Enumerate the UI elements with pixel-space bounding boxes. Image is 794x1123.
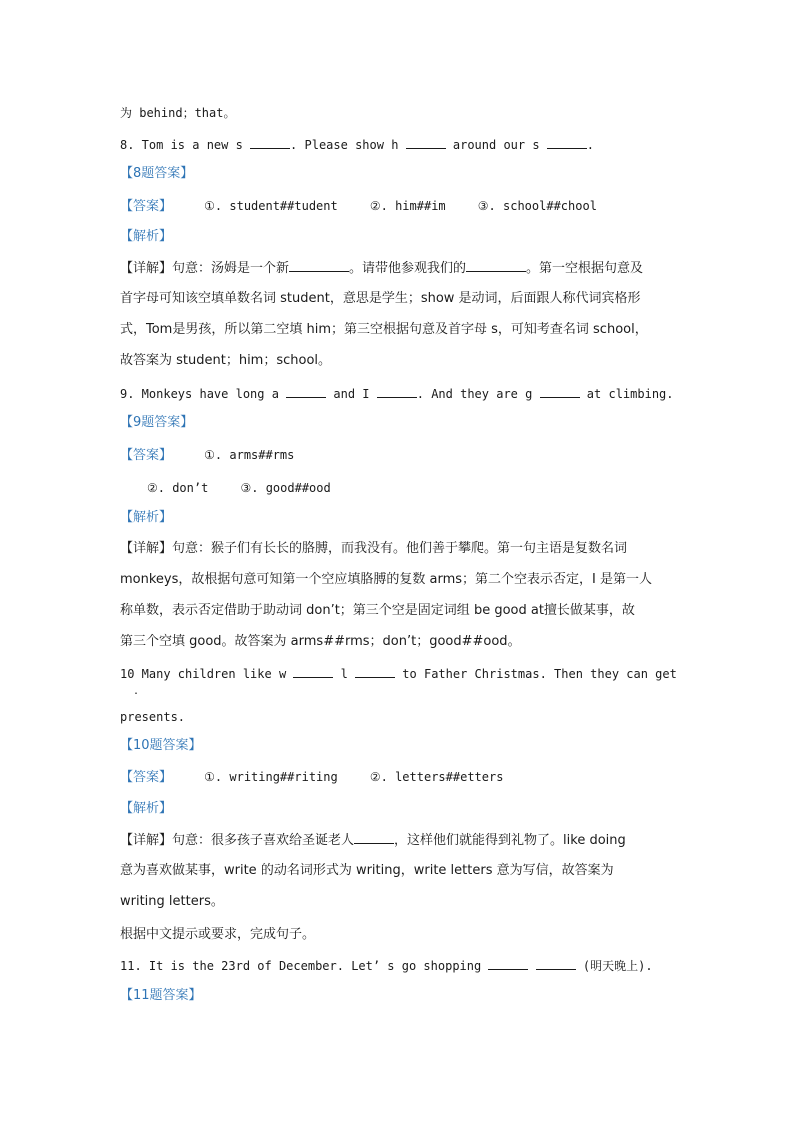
blank (250, 136, 290, 149)
answer-line-8: 【答案】 ①. student##tudent ②. him##im ③. school##chool (120, 199, 597, 214)
question-9: 9. Monkeys have long a and I . And they are g at climbing. (120, 387, 674, 401)
blank (540, 385, 580, 398)
blank (354, 831, 394, 844)
detail-9-line-3: 称单数，表示否定借助于助动词 don’t；第三个空是固定词组 be good at擅长做某事，故 (120, 603, 635, 618)
blank (355, 665, 395, 678)
question-10: 10 Many children like w l to Father Christmas. Then they can get (120, 667, 677, 681)
detail-10-line-1: 【详解】句意：很多孩子喜欢给圣诞老人 ，这样他们就能得到礼物了。like doing (120, 833, 626, 848)
answer-line-9a: 【答案】 ①. arms##rms (120, 448, 295, 463)
blank (536, 957, 576, 970)
detail-9-line-2: monkeys，故根据句意可知第一个空应填胳膊的复数 arms；第二个空表示否定，I 是第一人 (120, 572, 653, 587)
detail-8-line-4: 故答案为 student；him；school。 (120, 353, 332, 368)
detail-9-line-4: 第三个空填 good。故答案为 arms##rms；don’t；good##ood。 (120, 634, 521, 649)
analysis-tag-10: 【解析】 (120, 801, 173, 816)
blank (377, 385, 417, 398)
blank (466, 259, 526, 272)
analysis-tag-8: 【解析】 (120, 229, 173, 244)
detail-10-line-2: 意为喜欢做某事，write 的动名词形式为 writing，write letters 意为写信，故答案为 (120, 863, 614, 878)
blank (286, 385, 326, 398)
question-8: 8. Tom is a new s . Please show h around our s . (120, 138, 595, 152)
prev-answer-tail: 为 behind；that。 (120, 106, 236, 120)
detail-8-line-1: 【详解】句意：汤姆是一个新 。请带他参观我们的 。第一空根据句意及 (120, 261, 644, 276)
blank (488, 957, 528, 970)
detail-10-line-3: writing letters。 (120, 894, 224, 909)
detail-8-line-3: 式，Tom是男孩，所以第二空填 him；第三空根据句意及首字母 s，可知考查名词 school， (120, 322, 648, 337)
detail-9-line-1: 【详解】句意：猴子们有长长的胳膊，而我没有。他们善于攀爬。第一句主语是复数名词 (120, 541, 628, 556)
answer-line-10: 【答案】 ①. writing##riting ②. letters##etters (120, 770, 504, 785)
question-11: 11. It is the 23rd of December. Let’ s go shopping (明天晚上). (120, 959, 653, 973)
analysis-tag-9: 【解析】 (120, 510, 173, 525)
answer-tag-8: 【8题答案】 (120, 166, 194, 181)
detail-8-line-2: 首字母可知该空填单数名词 student，意思是学生；show 是动词，后面跟人称代词宾格形 (120, 291, 641, 306)
blank (547, 136, 587, 149)
answer-tag-11: 【11题答案】 (120, 988, 202, 1003)
answer-tag-10: 【10题答案】 (120, 738, 202, 753)
question-10-cont: presents. (120, 710, 186, 724)
blank (289, 259, 349, 272)
blank (293, 665, 333, 678)
blank (406, 136, 446, 149)
answer-line-9b: ②. don’t ③. good##ood (147, 481, 331, 495)
answer-tag-9: 【9题答案】 (120, 415, 194, 430)
number-dot: . (133, 686, 140, 697)
section-instruction: 根据中文提示或要求，完成句子。 (120, 927, 316, 942)
